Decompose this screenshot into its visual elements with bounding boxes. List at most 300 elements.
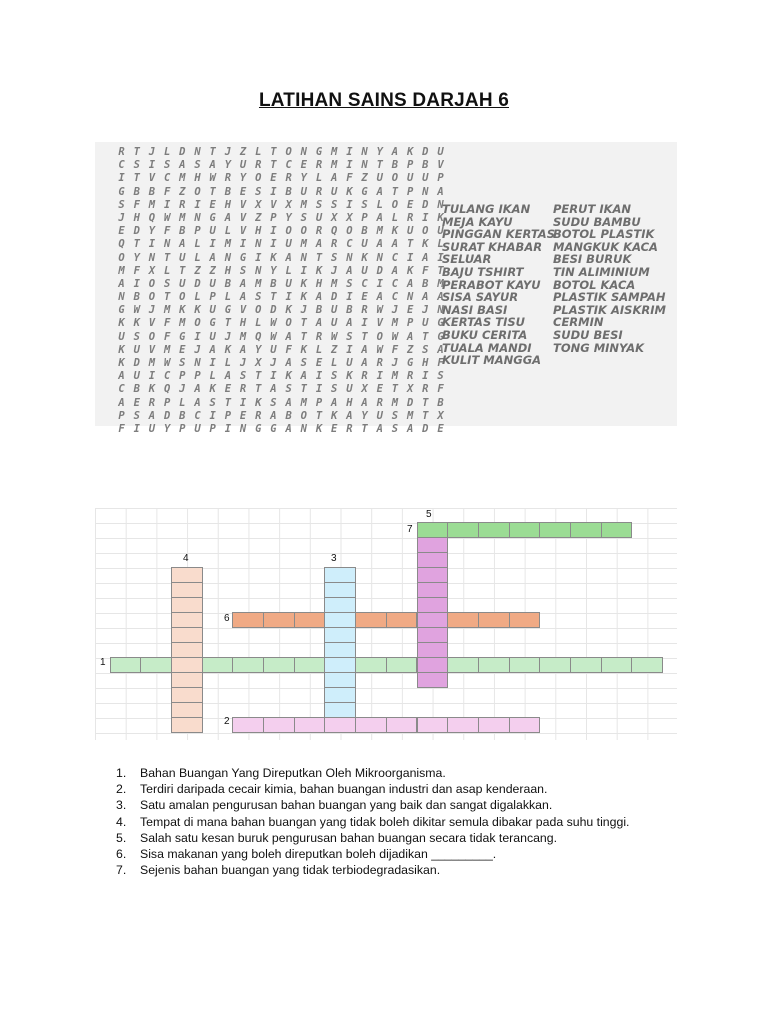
word-search-letter: Q (331, 225, 338, 238)
word-search-letter: I (148, 238, 156, 251)
word-search-letter: B (437, 396, 444, 409)
crossword-cell-2[interactable] (417, 717, 449, 733)
crossword-cell-2[interactable] (324, 717, 356, 733)
word-search-letter: K (285, 304, 292, 317)
word-search-letter: D (133, 225, 140, 238)
clue-list (116, 765, 656, 878)
word-search-letter: D (331, 291, 338, 304)
word-search-letter: U (239, 159, 247, 172)
word-search-letter: J (118, 211, 125, 224)
crossword-cell-4[interactable] (171, 597, 203, 613)
crossword-cell-7[interactable] (539, 522, 571, 538)
word-search-letter: I (224, 422, 232, 435)
word-search-letter: T (133, 238, 140, 251)
word-list-left (442, 203, 555, 367)
word-search-row (114, 159, 448, 172)
word-search-letter: I (133, 277, 140, 290)
crossword-cell-7[interactable] (570, 522, 602, 538)
word-search-letter: T (315, 251, 323, 264)
word-search-letter: B (224, 185, 232, 198)
word-search-letter: A (391, 146, 399, 158)
crossword-number-2: 2 (224, 716, 230, 727)
word-search-letter: F (391, 343, 399, 356)
word-search-letter: U (361, 238, 368, 251)
word-search-letter: I (239, 396, 247, 409)
crossword-cell-5[interactable] (417, 597, 449, 613)
word-search-letter: A (179, 238, 186, 251)
word-search-letter: J (239, 357, 247, 369)
word-search-letter: M (391, 317, 399, 330)
word-search-letter: E (406, 304, 414, 317)
crossword-cell-3[interactable] (324, 612, 356, 628)
crossword-cell-4[interactable] (171, 672, 203, 688)
word-search-letter: K (437, 211, 444, 224)
word-search-letter: D (376, 264, 383, 277)
word-search-letter: M (179, 172, 186, 185)
word-search-letter: A (422, 291, 429, 304)
word-search-letter: I (148, 159, 156, 172)
word-search-letter: L (224, 357, 232, 369)
word-search-letter: S (255, 185, 262, 198)
word-search-letter: H (422, 357, 429, 369)
crossword-cell-2[interactable] (447, 717, 479, 733)
word-search-letter: B (422, 277, 429, 290)
word-search-letter: T (270, 146, 277, 158)
word-search-letter: K (133, 317, 140, 330)
crossword-cell-3[interactable] (324, 642, 356, 658)
word-search-letter: A (437, 343, 444, 356)
word-search-letter: A (376, 422, 383, 435)
word-search-letter: N (376, 251, 383, 264)
word-search-letter: T (133, 146, 140, 158)
word-search-letter: E (315, 357, 323, 369)
word-search-letter: I (133, 422, 140, 435)
crossword-cell-5[interactable] (417, 642, 449, 658)
word-search-letter: V (239, 211, 247, 224)
word-search-letter: U (179, 277, 186, 290)
word-search-letter: T (209, 185, 216, 198)
word-search-letter: L (331, 357, 338, 369)
word-search-letter: F (422, 264, 429, 277)
crossword-cell-4[interactable] (171, 717, 203, 733)
word-search-letter: A (118, 396, 125, 409)
word-search-letter: U (285, 238, 292, 251)
word-search-letter: E (209, 198, 216, 211)
word-search-letter: B (270, 277, 277, 290)
word-search-letter: P (194, 225, 201, 238)
word-search-letter: S (133, 409, 140, 422)
word-search-letter: P (406, 185, 414, 198)
word-search-letter: E (118, 225, 125, 238)
crossword-cell-2[interactable] (232, 717, 264, 733)
word-search-letter: O (255, 304, 262, 317)
word-search-letter: S (133, 159, 140, 172)
word-list-item: MANGKUK KACA (553, 239, 658, 254)
word-search-letter: A (224, 211, 232, 224)
word-search-letter: A (209, 251, 216, 264)
crossword-cell-6[interactable] (478, 612, 510, 628)
word-search-letter: A (315, 238, 323, 251)
word-list-item: BUKU CERITA (442, 327, 528, 342)
word-search-letter: I (315, 370, 323, 383)
word-search-letter: G (209, 317, 216, 330)
word-search-letter: A (437, 291, 444, 304)
crossword-cell-7[interactable] (417, 522, 449, 538)
crossword-cell-5[interactable] (417, 612, 449, 628)
word-search-letter: N (300, 146, 307, 158)
word-search-letter: I (346, 198, 353, 211)
crossword-cell-1[interactable] (355, 657, 387, 673)
word-search-letter: N (239, 422, 247, 435)
word-search-row (114, 331, 448, 344)
word-search-letter: W (331, 330, 338, 343)
crossword-cell-1[interactable] (110, 657, 142, 673)
word-search-letter: S (437, 370, 444, 383)
word-search-letter: M (331, 159, 338, 172)
word-search-letter: M (163, 304, 171, 317)
word-search-letter: O (118, 251, 125, 264)
word-search-letter: K (315, 422, 323, 435)
word-search-letter: X (255, 198, 262, 211)
crossword-cell-3[interactable] (324, 627, 356, 643)
word-search-letter: H (224, 198, 232, 211)
word-search-letter: G (255, 422, 262, 435)
clue-item (116, 862, 656, 878)
crossword-cell-6[interactable] (355, 612, 387, 628)
crossword-cell-1[interactable] (232, 657, 264, 673)
crossword-cell-7[interactable] (509, 522, 541, 538)
word-search-letter: U (376, 409, 383, 422)
word-search-letter: V (270, 198, 277, 211)
word-search-letter: L (194, 291, 201, 304)
word-search-letter: U (422, 317, 429, 330)
word-search-letter: M (300, 238, 307, 251)
clue-number: 7. (116, 863, 127, 878)
crossword-cell-2[interactable] (509, 717, 541, 733)
crossword-cell-6[interactable] (294, 612, 326, 628)
word-search-letter: A (285, 251, 292, 264)
word-search-letter: U (331, 317, 338, 330)
word-search-letter: F (163, 185, 171, 198)
clue-number: 6. (116, 847, 127, 862)
crossword-cell-1[interactable] (631, 657, 663, 673)
crossword-cell-7[interactable] (601, 522, 633, 538)
word-search-letter: D (406, 396, 414, 409)
word-search-letter: W (391, 330, 399, 343)
word-search-letter: K (224, 343, 232, 356)
word-search-letter: Y (300, 172, 307, 185)
word-search-letter: T (300, 383, 307, 396)
crossword-cell-5[interactable] (417, 627, 449, 643)
word-search-letter: F (437, 357, 444, 369)
crossword-cell-2[interactable] (294, 717, 326, 733)
word-list-item: SELUAR (442, 252, 492, 267)
word-search-grid (114, 146, 448, 436)
word-search-letter: B (422, 159, 429, 172)
crossword-cell-4[interactable] (171, 657, 203, 673)
word-search-letter: Y (239, 172, 247, 185)
word-search-letter: T (209, 146, 216, 158)
word-search-letter: N (437, 304, 444, 317)
word-search-letter: M (391, 370, 399, 383)
word-search-letter: O (285, 225, 292, 238)
word-search-letter: F (118, 422, 125, 435)
word-search-letter: U (209, 330, 216, 343)
word-search-letter: N (118, 291, 125, 304)
word-search-row (114, 225, 448, 238)
word-search-letter: O (194, 317, 201, 330)
crossword-cell-1[interactable] (202, 657, 234, 673)
word-search-letter: T (361, 422, 368, 435)
word-search-letter: F (163, 225, 171, 238)
word-search-letter: S (331, 198, 338, 211)
crossword-cell-6[interactable] (509, 612, 541, 628)
word-search-letter: I (315, 383, 323, 396)
word-list-item: TUALA MANDI (442, 340, 532, 355)
word-search-letter: O (346, 225, 353, 238)
crossword-cell-3[interactable] (324, 672, 356, 688)
word-search-letter: I (209, 238, 216, 251)
word-search-letter: F (133, 198, 140, 211)
crossword-cell-4[interactable] (171, 642, 203, 658)
word-search-letter: A (239, 277, 247, 290)
crossword-number-6: 6 (224, 613, 230, 624)
word-search-letter: L (163, 264, 171, 277)
word-search-letter: K (346, 370, 353, 383)
word-search-letter: K (315, 264, 323, 277)
word-search-letter: Y (148, 225, 156, 238)
word-search-letter: V (148, 172, 156, 185)
word-search-letter: M (376, 225, 383, 238)
word-search-letter: O (255, 172, 262, 185)
word-search-letter: G (437, 317, 444, 330)
crossword-cell-1[interactable] (601, 657, 633, 673)
word-search-row (114, 344, 448, 357)
word-search-letter: T (224, 396, 232, 409)
word-search-letter: D (179, 146, 186, 158)
crossword-cell-4[interactable] (171, 582, 203, 598)
word-search-letter: A (118, 370, 125, 383)
crossword-cell-1[interactable] (386, 657, 418, 673)
word-search-letter: K (270, 251, 277, 264)
crossword-cell-3[interactable] (324, 567, 356, 583)
clue-item (116, 830, 656, 846)
crossword-cell-4[interactable] (171, 567, 203, 583)
crossword-cell-2[interactable] (263, 717, 295, 733)
word-search-letter: K (331, 409, 338, 422)
crossword-cell-2[interactable] (355, 717, 387, 733)
crossword-number-7: 7 (407, 524, 413, 535)
word-search-letter: I (194, 330, 201, 343)
word-search-letter: B (224, 277, 232, 290)
crossword-cell-5[interactable] (417, 657, 449, 673)
word-search-letter: A (376, 211, 383, 224)
word-search-letter: K (194, 304, 201, 317)
crossword-cell-6[interactable] (232, 612, 264, 628)
word-list-item: SUDU BESI (553, 327, 623, 342)
crossword-number-1: 1 (100, 657, 106, 668)
word-search-letter: A (315, 291, 323, 304)
word-search-letter: X (255, 357, 262, 369)
crossword-cell-4[interactable] (171, 702, 203, 718)
word-search-letter: E (331, 422, 338, 435)
word-search-letter: O (194, 185, 201, 198)
crossword-cell-5[interactable] (417, 582, 449, 598)
word-search-letter: T (270, 291, 277, 304)
word-search-letter: S (391, 422, 399, 435)
crossword-cell-3[interactable] (324, 597, 356, 613)
word-search-letter: T (376, 159, 383, 172)
word-search-letter: B (285, 409, 292, 422)
word-search-letter: D (194, 277, 201, 290)
word-search-letter: J (224, 330, 232, 343)
crossword-cell-2[interactable] (478, 717, 510, 733)
word-search-letter: R (315, 159, 323, 172)
word-search-letter: I (163, 198, 171, 211)
word-search-letter: V (148, 343, 156, 356)
word-search-letter: V (239, 198, 247, 211)
crossword-cell-1[interactable] (140, 657, 172, 673)
word-search-letter: E (376, 383, 383, 396)
word-search-letter: U (209, 304, 216, 317)
crossword-cell-1[interactable] (447, 657, 479, 673)
word-search-letter: O (300, 225, 307, 238)
word-search-letter: H (239, 317, 247, 330)
crossword-cell-7[interactable] (478, 522, 510, 538)
word-search-letter: S (194, 159, 201, 172)
word-search-letter: G (209, 211, 216, 224)
crossword-cell-5[interactable] (417, 537, 449, 553)
word-search-letter: S (163, 277, 171, 290)
word-search-letter: R (315, 225, 323, 238)
word-search-letter: N (194, 211, 201, 224)
crossword-cell-4[interactable] (171, 687, 203, 703)
crossword-cell-6[interactable] (386, 612, 418, 628)
clue-text: Bahan Buangan Yang Direputkan Oleh Mikroorganisma. (140, 766, 446, 780)
word-search-letter: A (346, 409, 353, 422)
word-search-letter: N (406, 291, 414, 304)
crossword-cell-3[interactable] (324, 657, 356, 673)
word-search-letter: G (118, 185, 125, 198)
word-search-letter: O (148, 291, 156, 304)
word-search-letter: B (179, 225, 186, 238)
word-search-letter: G (361, 185, 368, 198)
clue-text: Terdiri daripada cecair kimia, bahan buangan industri dan asap kenderaan. (140, 782, 548, 797)
word-search-letter: S (300, 211, 307, 224)
word-search-letter: I (437, 251, 444, 264)
crossword-cell-2[interactable] (386, 717, 418, 733)
crossword-cell-3[interactable] (324, 582, 356, 598)
word-search-letter: R (285, 172, 292, 185)
word-search-letter: T (224, 317, 232, 330)
word-list-item: PLASTIK AISKRIM (553, 302, 666, 317)
word-search-letter: U (133, 343, 140, 356)
crossword-cell-1[interactable] (509, 657, 541, 673)
crossword-cell-3[interactable] (324, 702, 356, 718)
word-search-letter: A (285, 330, 292, 343)
crossword-cell-6[interactable] (263, 612, 295, 628)
crossword-cell-1[interactable] (539, 657, 571, 673)
word-search-letter: N (194, 357, 201, 369)
word-search-letter: P (361, 211, 368, 224)
clue-item (116, 846, 656, 862)
word-search-letter: V (148, 317, 156, 330)
word-search-letter: T (391, 185, 399, 198)
word-search-letter: L (179, 396, 186, 409)
word-search-letter: J (194, 343, 201, 356)
crossword-cell-1[interactable] (263, 657, 295, 673)
word-search-letter: C (391, 251, 399, 264)
word-search-letter: N (437, 198, 444, 211)
word-search-letter: Y (270, 264, 277, 277)
word-search-letter: G (270, 422, 277, 435)
word-search-letter: A (376, 238, 383, 251)
crossword-cell-5[interactable] (417, 567, 449, 583)
crossword-cell-1[interactable] (294, 657, 326, 673)
crossword-cell-4[interactable] (171, 627, 203, 643)
crossword-cell-7[interactable] (447, 522, 479, 538)
word-search-letter: A (376, 291, 383, 304)
word-search-letter: I (239, 238, 247, 251)
crossword-cell-1[interactable] (570, 657, 602, 673)
word-search-letter: S (346, 330, 353, 343)
word-search-letter: N (346, 251, 353, 264)
word-search-letter: Z (179, 185, 186, 198)
word-search-letter: D (270, 304, 277, 317)
word-search-letter: O (300, 409, 307, 422)
crossword-cell-3[interactable] (324, 687, 356, 703)
word-search-letter: K (255, 396, 262, 409)
word-search-letter: X (148, 264, 156, 277)
word-search-letter: K (300, 343, 307, 356)
word-search-letter: C (194, 409, 201, 422)
word-search-letter: S (179, 357, 186, 369)
word-search-letter: U (194, 422, 201, 435)
word-search-letter: T (163, 251, 171, 264)
crossword-cell-5[interactable] (417, 552, 449, 568)
word-search-letter: L (194, 238, 201, 251)
word-search-letter: I (270, 370, 277, 383)
word-search-letter: E (239, 185, 247, 198)
word-search-letter: H (133, 211, 140, 224)
word-search-letter: I (406, 251, 414, 264)
word-search-letter: L (315, 343, 323, 356)
word-search-letter: M (148, 357, 156, 369)
word-search-letter: Z (209, 264, 216, 277)
word-search-letter: S (163, 159, 171, 172)
word-search-letter: I (346, 159, 353, 172)
word-search-letter: U (376, 172, 383, 185)
word-search-letter: N (300, 251, 307, 264)
word-search-letter: M (255, 277, 262, 290)
word-search-letter: N (300, 422, 307, 435)
word-search-letter: R (361, 304, 368, 317)
word-search-letter: N (224, 251, 232, 264)
word-search-letter: S (255, 291, 262, 304)
word-search-letter: S (285, 383, 292, 396)
crossword-cell-4[interactable] (171, 612, 203, 628)
crossword-cell-1[interactable] (478, 657, 510, 673)
word-search-letter: Z (194, 264, 201, 277)
word-search-letter: O (285, 317, 292, 330)
crossword-cell-6[interactable] (447, 612, 479, 628)
word-search-letter: A (315, 317, 323, 330)
crossword-cell-5[interactable] (417, 672, 449, 688)
word-search-letter: Y (285, 211, 292, 224)
word-search-letter: R (148, 396, 156, 409)
page-title: LATIHAN SAINS DARJAH 6 (258, 90, 509, 111)
word-search-letter: Z (361, 172, 368, 185)
